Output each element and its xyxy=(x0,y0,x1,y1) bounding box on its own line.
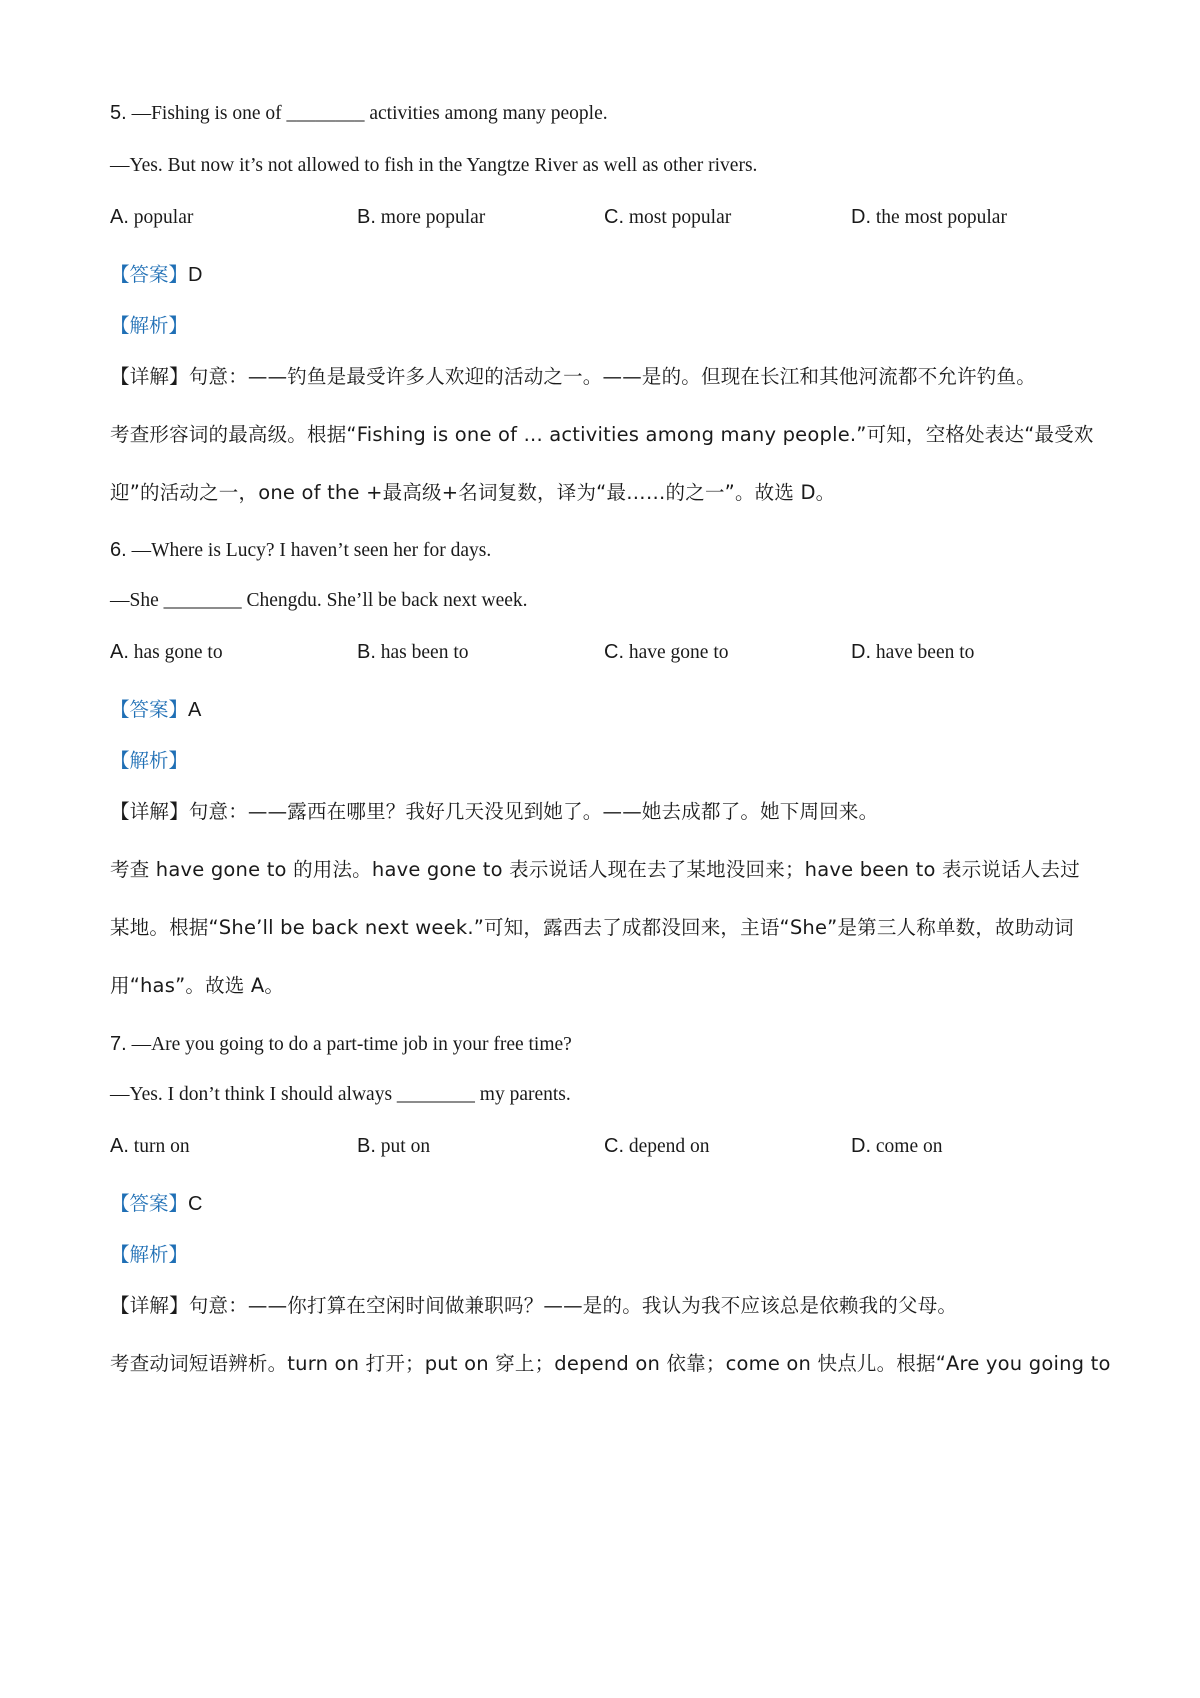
answer-line xyxy=(110,1191,202,1218)
question-number: 5. xyxy=(110,102,127,124)
option-b xyxy=(357,1133,430,1160)
question-stem-text: —Fishing is one of ________ activities among many people. xyxy=(131,103,608,124)
question-stem-text: —Are you going to do a part-time job in your free time? xyxy=(131,1034,572,1055)
option-text: has gone to xyxy=(133,642,223,663)
option-letter: A. xyxy=(110,641,129,663)
question-stem xyxy=(110,1031,572,1058)
option-a xyxy=(110,639,223,666)
detail-line: 用“has”。故选 A。 xyxy=(110,974,285,997)
answer-tag: 【答案】 xyxy=(110,263,189,286)
option-letter: D. xyxy=(851,206,871,228)
option-letter: D. xyxy=(851,641,871,663)
option-d xyxy=(851,1133,942,1160)
option-letter: A. xyxy=(110,1135,129,1157)
answer-tag: 【答案】 xyxy=(110,698,189,721)
option-text: most popular xyxy=(628,207,732,228)
analysis-tag: 【解析】 xyxy=(110,1243,189,1266)
question-reply: —She ________ Chengdu. She’ll be back next week. xyxy=(110,590,528,611)
option-letter: D. xyxy=(851,1135,871,1157)
option-c xyxy=(604,204,731,231)
answer-tag: 【答案】 xyxy=(110,1192,189,1215)
detail-line: 迎”的活动之一，one of the +最高级+名词复数，译为“最……的之一”。故选 D。 xyxy=(110,481,836,504)
option-letter: A. xyxy=(110,206,129,228)
option-b xyxy=(357,204,485,231)
option-text: turn on xyxy=(133,1136,190,1157)
option-text: has been to xyxy=(380,642,469,663)
question-number: 6. xyxy=(110,539,127,561)
answer-value: D xyxy=(188,264,203,286)
detail-line: 考查 have gone to 的用法。have gone to 表示说话人现在去了某地没回来；have been to 表示说话人去过 xyxy=(110,858,1080,881)
option-text: popular xyxy=(133,207,194,228)
answer-line xyxy=(110,262,202,289)
option-letter: B. xyxy=(357,206,376,228)
option-d xyxy=(851,639,974,666)
detail-line: 考查形容词的最高级。根据“Fishing is one of ... activities among many people.”可知，空格处表达“最受欢 xyxy=(110,423,1094,446)
option-letter: B. xyxy=(357,1135,376,1157)
question-stem xyxy=(110,537,491,564)
detail-line: 某地。根据“She’ll be back next week.”可知，露西去了成都没回来，主语“She”是第三人称单数，故助动词 xyxy=(110,916,1074,939)
analysis-line xyxy=(110,748,188,775)
option-c xyxy=(604,639,729,666)
option-a xyxy=(110,204,193,231)
option-d xyxy=(851,204,1007,231)
option-text: have gone to xyxy=(628,642,729,663)
analysis-tag: 【解析】 xyxy=(110,749,189,772)
question-reply: —Yes. But now it’s not allowed to fish in the Yangtze River as well as other rivers. xyxy=(110,155,758,176)
option-letter: C. xyxy=(604,641,624,663)
analysis-tag: 【解析】 xyxy=(110,314,189,337)
option-letter: B. xyxy=(357,641,376,663)
answer-line xyxy=(110,697,201,724)
answer-value: A xyxy=(188,699,202,721)
option-text: put on xyxy=(380,1136,431,1157)
option-b xyxy=(357,639,469,666)
question-stem xyxy=(110,100,608,127)
option-text: more popular xyxy=(380,207,486,228)
analysis-line xyxy=(110,1242,188,1269)
question-stem-text: —Where is Lucy? I haven’t seen her for days. xyxy=(131,540,492,561)
option-text: depend on xyxy=(628,1136,710,1157)
question-reply: —Yes. I don’t think I should always ________ my parents. xyxy=(110,1084,571,1105)
option-a xyxy=(110,1133,190,1160)
option-letter: C. xyxy=(604,206,624,228)
detail-line: 【详解】句意：——露西在哪里？我好几天没见到她了。——她去成都了。她下周回来。 xyxy=(110,800,879,823)
detail-line: 【详解】句意：——你打算在空闲时间做兼职吗？——是的。我认为我不应该总是依赖我的父母。 xyxy=(110,1294,958,1317)
answer-value: C xyxy=(188,1193,203,1215)
detail-line: 考查动词短语辨析。turn on 打开；put on 穿上；depend on 依靠；come on 快点儿。根据“Are you going to xyxy=(110,1352,1111,1375)
option-text: have been to xyxy=(875,642,975,663)
option-text: come on xyxy=(875,1136,943,1157)
option-text: the most popular xyxy=(875,207,1007,228)
detail-line: 【详解】句意：——钓鱼是最受许多人欢迎的活动之一。——是的。但现在长江和其他河流都不允许钓鱼。 xyxy=(110,365,1036,388)
question-number: 7. xyxy=(110,1033,127,1055)
option-letter: C. xyxy=(604,1135,624,1157)
option-c xyxy=(604,1133,710,1160)
analysis-line xyxy=(110,313,188,340)
